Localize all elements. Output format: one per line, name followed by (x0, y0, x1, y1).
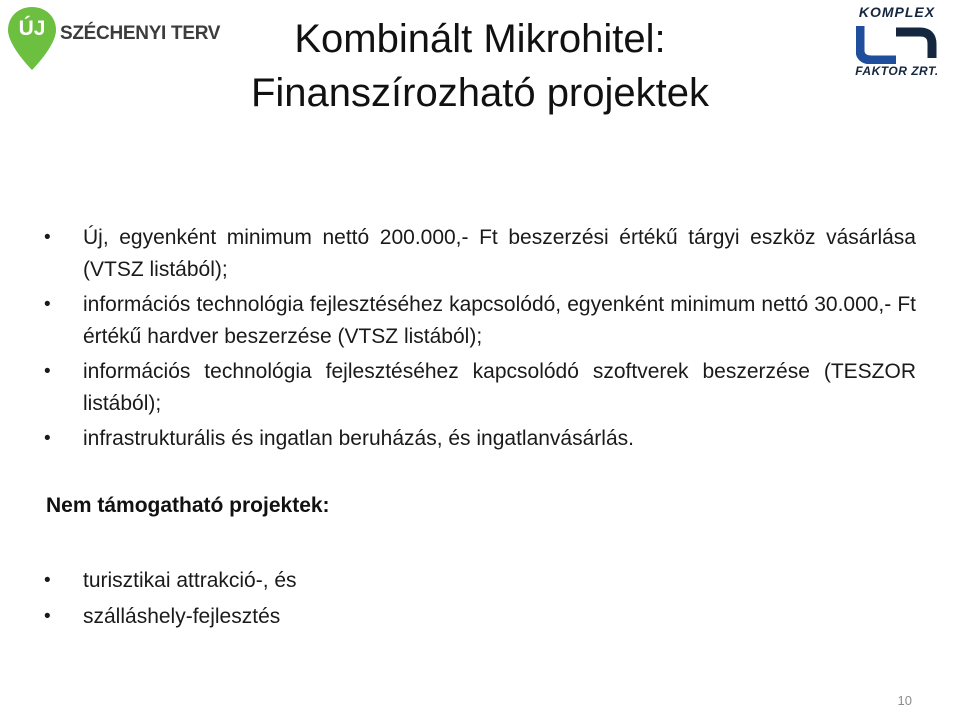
logo-brand-text: SZÉCHENYI TERV (60, 23, 221, 44)
list-item (0, 222, 960, 286)
list-item (0, 289, 960, 353)
list-item-text: információs technológia fejlesztéséhez kapcsolódó, egyenként minimum nettó 30.000,- Ft értékű hardver beszerzése (VTSZ listából); (83, 293, 916, 348)
slide-title-line2: Finanszírozható projektek (250, 71, 709, 115)
financeable-section (0, 222, 960, 458)
list-item-text: Új, egyenként minimum nettó 200.000,- Ft beszerzési értékű tárgyi eszköz vásárlása (VTSZ listából); (83, 226, 916, 281)
bullet: • (44, 428, 51, 449)
financeable-list (0, 222, 960, 455)
list-item (0, 565, 960, 597)
logo-top-text: KOMPLEX (858, 4, 936, 20)
bullet: • (44, 361, 51, 382)
not-supported-list (0, 565, 960, 633)
logo-pin-text: ÚJ (18, 17, 46, 40)
list-item (0, 601, 960, 633)
list-item (0, 423, 960, 455)
slide-title-line1: Kombinált Mikrohitel: (294, 17, 666, 61)
komplex-mark-icon (856, 20, 938, 64)
bullet: • (44, 606, 51, 627)
bullet: • (44, 227, 51, 248)
not-supported-heading: Nem támogatható projektek: (46, 494, 330, 517)
not-supported-section (0, 565, 960, 637)
list-item-text: turisztikai attrakció-, és (83, 569, 297, 592)
list-item-text: infrastrukturális és ingatlan beruházás, és ingatlanvásárlás. (83, 427, 634, 450)
slide-title (150, 12, 810, 120)
list-item-text: információs technológia fejlesztéséhez kapcsolódó szoftverek beszerzése (TESZOR listából); (83, 360, 916, 415)
komplex-faktor-logo (838, 4, 956, 80)
page-number: 10 (897, 693, 912, 708)
list-item-text: szálláshely-fejlesztés (83, 605, 281, 628)
bullet: • (44, 570, 51, 591)
list-item (0, 356, 960, 420)
logo-bottom-text: FAKTOR ZRT. (855, 64, 939, 78)
bullet: • (44, 294, 51, 315)
